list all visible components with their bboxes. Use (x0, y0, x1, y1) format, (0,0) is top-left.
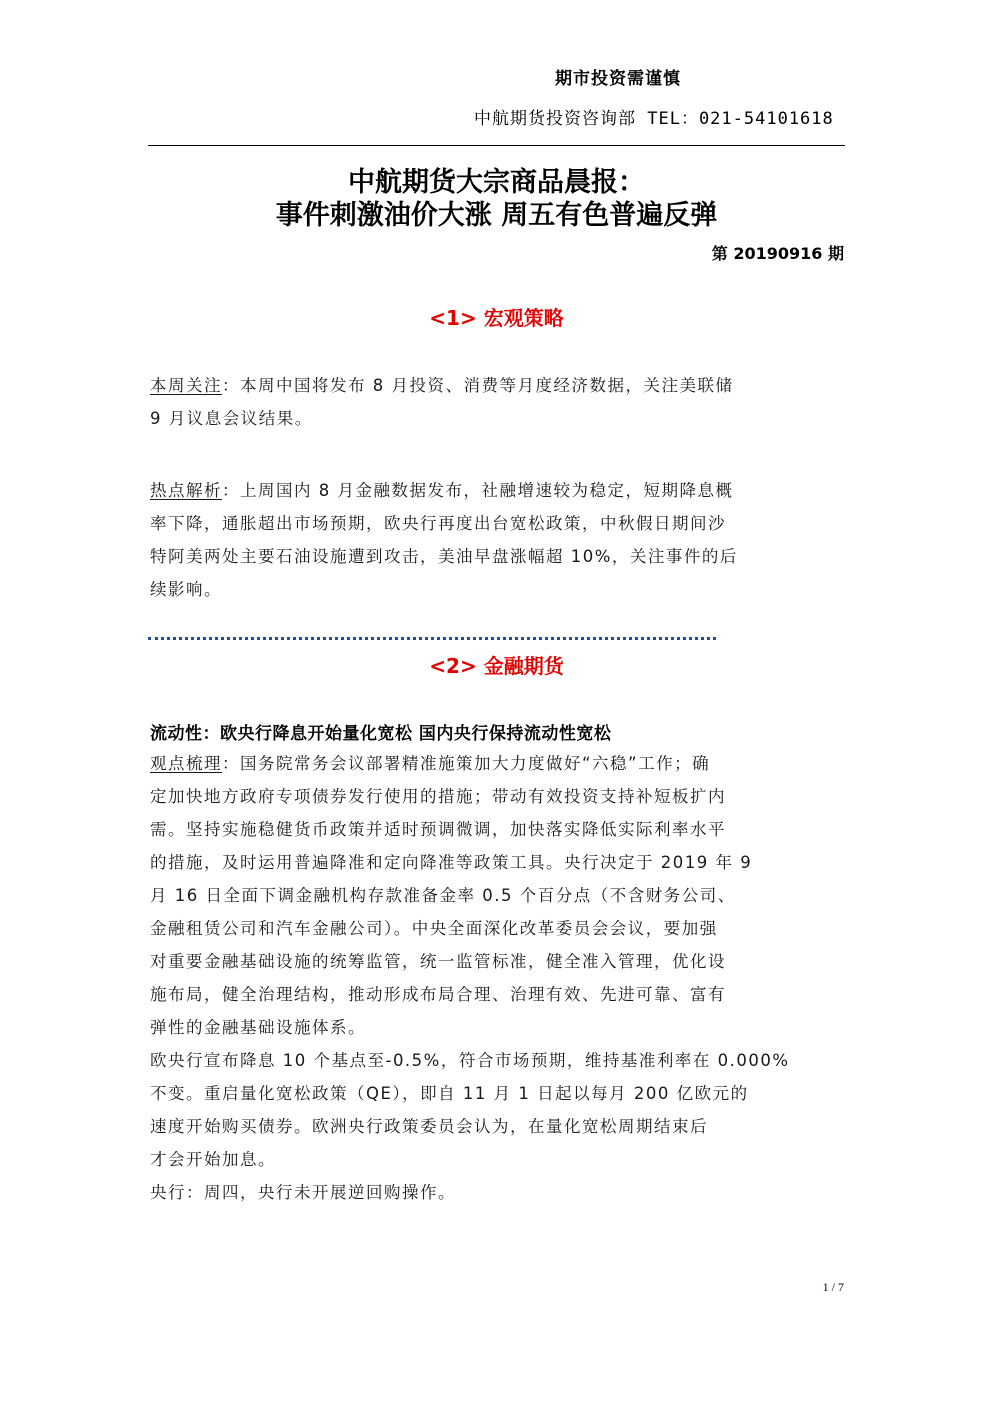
paragraph-line: 不变。重启量化宽松政策（QE），即自 11 月 1 日起以每月 200 亿欧元的 (150, 1084, 749, 1103)
view-summary-label: 观点梳理 (150, 754, 222, 773)
report-title: 中航期货大宗商品晨报： (348, 167, 645, 198)
paragraph-line: 月 16 日全面下调金融机构存款准备金率 0.5 个百分点（不含财务公司、 (150, 886, 736, 905)
paragraph-line: 9 月议息会议结果。 (150, 409, 313, 428)
report-headline: 事件刺激油价大涨 周五有色普遍反弹 (275, 200, 718, 231)
paragraph-line: 速度开始购买债券。欧洲央行政策委员会认为，在量化宽松周期结束后 (150, 1117, 708, 1136)
risk-warning: 期市投资需谨慎 (555, 69, 681, 89)
paragraph-line: 续影响。 (150, 580, 222, 599)
paragraph-line: 对重要金融基础设施的统筹监管，统一监管标准，健全准入管理，优化设 (150, 952, 726, 971)
view-summary-paragraph (150, 747, 844, 1209)
dotted-divider (148, 637, 716, 640)
paragraph-line: 需。坚持实施稳健货币政策并适时预调微调，加快落实降低实际利率水平 (150, 820, 726, 839)
weekly-focus-paragraph (150, 369, 844, 435)
hot-analysis-label: 热点解析 (150, 481, 222, 500)
paragraph-line: 施布局，健全治理结构，推动形成布局合理、治理有效、先进可靠、富有 (150, 985, 726, 1004)
paragraph-line: 的措施，及时运用普遍降准和定向降准等政策工具。央行决定于 2019 年 9 (150, 853, 753, 872)
header-divider (148, 145, 845, 146)
line-text: ：上周国内 8 月金融数据发布，社融增速较为稳定，短期降息概 (222, 481, 734, 500)
paragraph-line: 央行：周四，央行未开展逆回购操作。 (150, 1183, 456, 1202)
paragraph-line: 金融租赁公司和汽车金融公司）。中央全面深化改革委员会会议，要加强 (150, 919, 718, 938)
liquidity-subheading: 流动性：欧央行降息开始量化宽松 国内央行保持流动性宽松 (150, 724, 612, 744)
paragraph-line (150, 747, 844, 780)
department-contact: 中航期货投资咨询部 TEL：021-54101618 (474, 109, 834, 129)
page-number: 1 / 7 (822, 1280, 844, 1294)
paragraph-line: 才会开始加息。 (150, 1150, 276, 1169)
issue-number: 第 20190916 期 (711, 244, 844, 263)
paragraph-line (150, 369, 844, 402)
line-text: ：国务院常务会议部署精准施策加大力度做好“六稳”工作；确 (222, 754, 711, 773)
paragraph-line: 率下降，通胀超出市场预期，欧央行再度出台宽松政策，中秋假日期间沙 (150, 514, 726, 533)
line-text: ：本周中国将发布 8 月投资、消费等月度经济数据，关注美联储 (222, 376, 734, 395)
weekly-focus-label: 本周关注 (150, 376, 222, 395)
section-heading-financial-futures: <2> 金融期货 (429, 654, 564, 678)
paragraph-line: 欧央行宣布降息 10 个基点至-0.5%，符合市场预期，维持基准利率在 0.000% (150, 1051, 790, 1070)
paragraph-line: 弹性的金融基础设施体系。 (150, 1018, 366, 1037)
section-heading-macro: <1> 宏观策略 (429, 306, 564, 330)
paragraph-line: 定加快地方政府专项债券发行使用的措施；带动有效投资支持补短板扩内 (150, 787, 726, 806)
paragraph-line (150, 474, 844, 507)
hot-analysis-paragraph (150, 474, 844, 606)
paragraph-line: 特阿美两处主要石油设施遭到攻击，美油早盘涨幅超 10%，关注事件的后 (150, 547, 738, 566)
